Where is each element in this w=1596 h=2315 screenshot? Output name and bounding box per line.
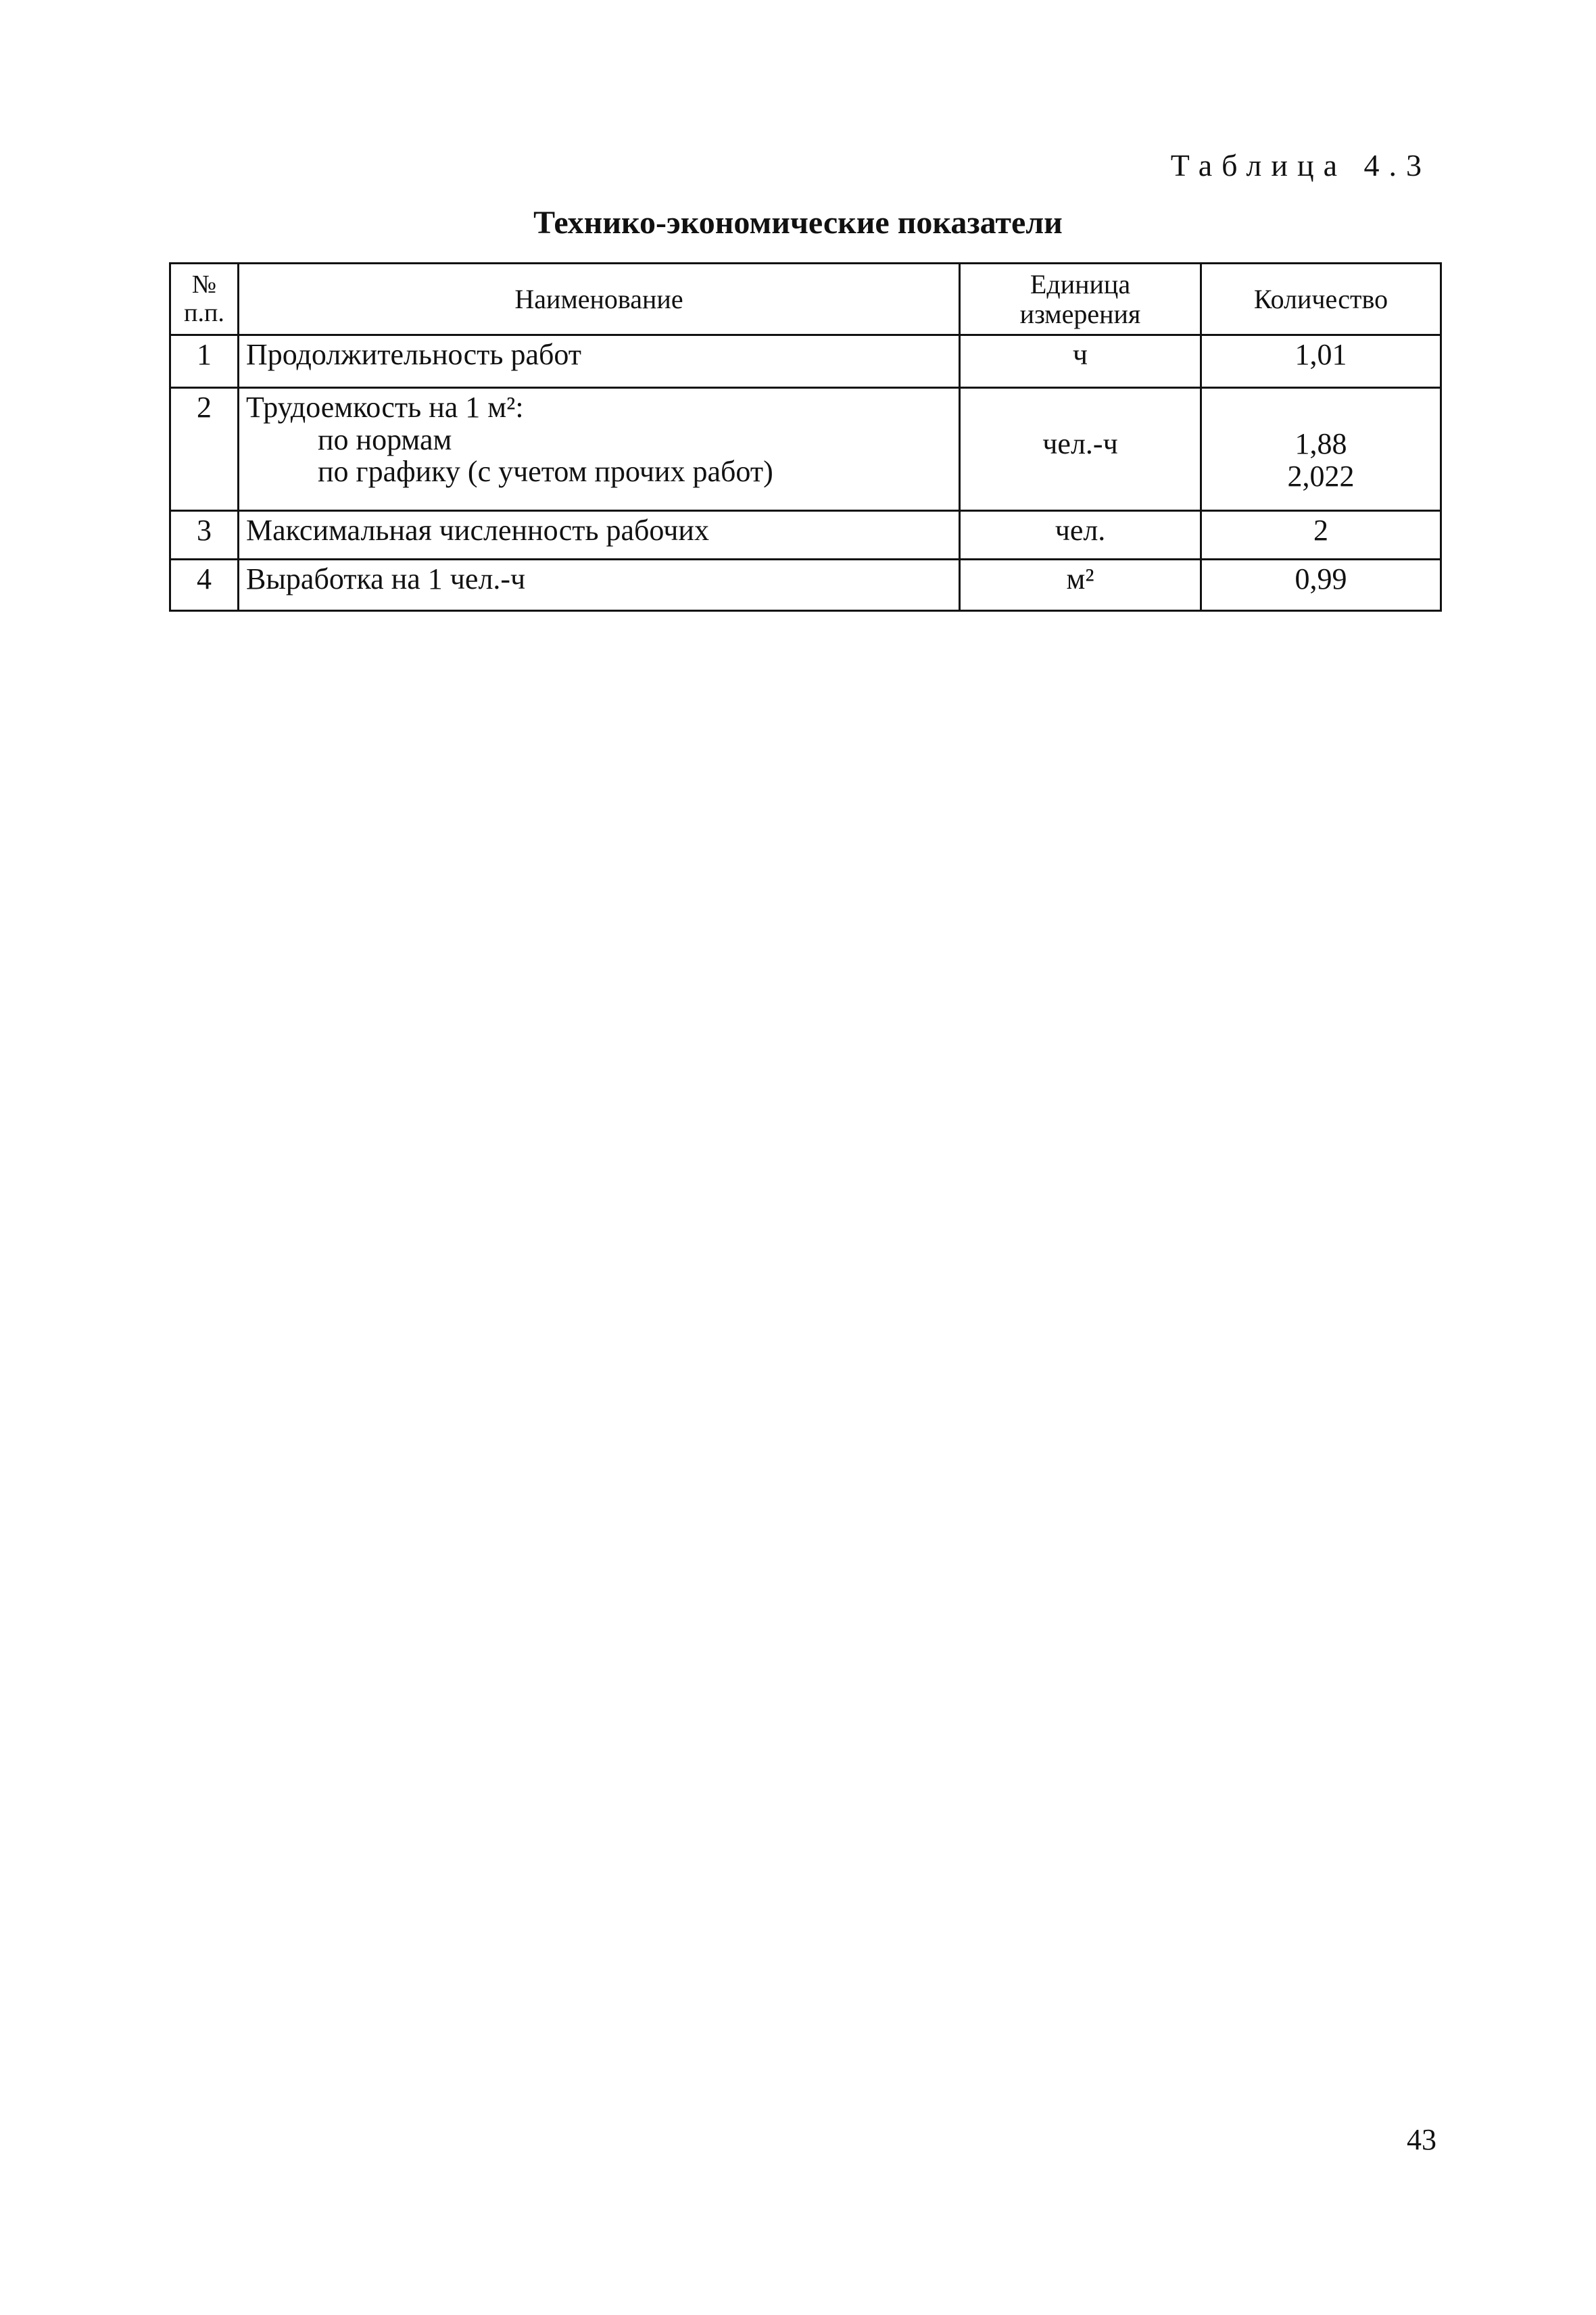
row-subitem-norms: по нормам — [318, 422, 452, 456]
header-quantity: Количество — [1201, 264, 1441, 335]
row-number: 3 — [170, 511, 239, 560]
row-quantity-norms: 1,88 — [1295, 427, 1347, 460]
spacer — [967, 391, 1193, 428]
row-unit: чел.-ч — [1042, 427, 1118, 460]
table-row — [170, 511, 1441, 560]
row-quantity-schedule: 2,022 — [1287, 459, 1355, 493]
row-quantity: 1,01 — [1201, 335, 1441, 388]
row-quantity: 2 — [1201, 511, 1441, 560]
table-row — [170, 335, 1441, 388]
table-title: Технико-экономические показатели — [533, 205, 1063, 241]
row-name: Максимальная численность рабочих — [239, 511, 960, 560]
row-name: Трудоемкость на 1 м²: — [246, 391, 524, 424]
header-number: № п.п. — [170, 264, 239, 335]
header-name: Наименование — [239, 264, 960, 335]
page-number: 43 — [1407, 2123, 1436, 2156]
table-header-row — [170, 264, 1441, 335]
row-subitem-schedule: по графику (с учетом прочих работ) — [318, 455, 773, 489]
row-unit: ч — [960, 335, 1201, 388]
row-quantity-group — [1201, 388, 1441, 511]
row-quantity: 0,99 — [1201, 560, 1441, 611]
table-row — [170, 388, 1441, 511]
row-number: 4 — [170, 560, 239, 611]
table-number: Таблица 4.3 — [1170, 148, 1431, 182]
spacer — [1209, 391, 1433, 428]
row-name: Выработка на 1 чел.-ч — [239, 560, 960, 611]
row-number: 1 — [170, 335, 239, 388]
indicators-table — [169, 262, 1442, 612]
row-name: Продолжительность работ — [239, 335, 960, 388]
row-unit-group — [960, 388, 1201, 511]
row-number: 2 — [170, 388, 239, 511]
row-unit: м² — [960, 560, 1201, 611]
table-row — [170, 560, 1441, 611]
row-name-group — [239, 388, 960, 511]
header-unit: Единица измерения — [960, 264, 1201, 335]
row-unit: чел. — [960, 511, 1201, 560]
